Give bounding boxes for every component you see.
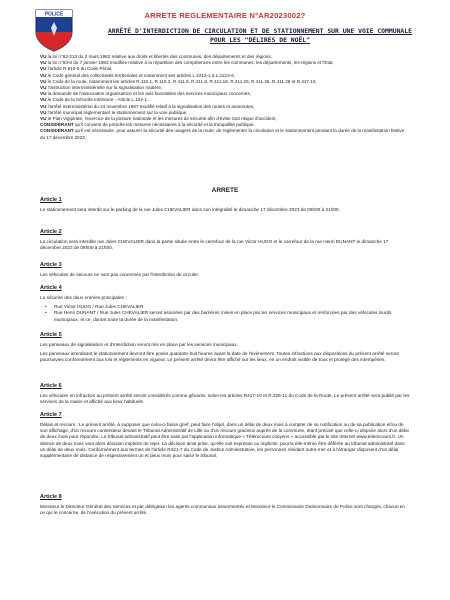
- visa-text: la loi n°83-8 du 7 janvier 1983 modifiée relative à la répartition des compétences entre les communes, les départements, les régions et l'État,: [47, 60, 334, 66]
- visa-text: la loi n°82-213 du 2 mars 1982 relative aux droits et libertés des communes, des départements et des régions,: [47, 54, 272, 59]
- visa-text: l'article R.610-5 du Code Pénal,: [47, 66, 113, 72]
- article-1: [40, 197, 410, 216]
- document-title: ARRETE REGLEMENTAIRE N°AR2023002?: [144, 11, 306, 20]
- visa-text: l'arrêté municipal réglementant le stationnement sur la voie publique,: [47, 109, 188, 115]
- article-paragraph: Les panneaux de signalisation et d'interdiction seront mis en place par les services municipaux.: [40, 342, 238, 347]
- visa-lead: VU: [40, 109, 47, 115]
- visa-lead: VU: [40, 97, 47, 103]
- visa-text: l'arrêté interministériel du 24 novembre 1967 modifié relatif à la signalisation des routes et autoroutes,: [47, 103, 255, 109]
- visas-block: [40, 54, 410, 141]
- article-6: [40, 383, 410, 408]
- visa-text: qu'il est nécessaire, pour assurer la sécurité des usagers de la route, de réglementer la circulation et le stationnement pendant la durée de la manifestation festive du 17 décembre 2023,: [40, 128, 405, 140]
- document-subtitle: ARRÊTÉ D'INTERDICTION DE CIRCULATION ET DE STATIONNEMENT SUR UNE VOIE COMMUNALE POUR LES "DÉLIRES DE NOËL": [108, 27, 412, 44]
- visa-text: le Plan Vigipirate, l'exercice de la posture nationale et les mesures de sécurité afin d'éviter tout risque d'accident,: [47, 116, 277, 122]
- visa-lead: VU: [40, 85, 47, 91]
- article-4: [40, 285, 410, 326]
- article-paragraph: Les véhicules en infraction au présent arrêté seront considérés comme gênants, selon les articles R417-10 et R.325-11 du Code de la Route. Le présent arrêté sera publié par les services de la mairie et affiché aux lieux habituels.: [40, 393, 410, 405]
- article-title: Article 3: [40, 262, 62, 268]
- article-title: Article 1: [40, 197, 62, 203]
- article-body: [40, 272, 410, 278]
- article-body: [40, 295, 410, 323]
- visa-text: la demande de l'association organisatrice et les avis favorables des services municipaux concernés,: [47, 91, 252, 97]
- article-paragraph: La circulation sera interdite rue Jules CHEVALIER dans la partie située entre le carrefour de la rue Victor HUGO et le carrefour de la rue Henri DUNANT le dimanche 17 décembre 2023 de 08h00 à 21h00.: [40, 239, 389, 251]
- article-paragraph: Les panneaux interdisant le stationnement devront être posés quarante-huit heures avant la date de l'évènement. Toutes infractions aux dispositions du présent arrêté seront poursuivies conformément aux lois et règlements en vigueur. Le présent arrêté devra être affiché sur les lieux, en un endroit visible de tous et protégé des intempéries.: [40, 351, 399, 363]
- visa-lead: VU: [40, 91, 47, 97]
- visa-lead: CONSIDÉRANT: [40, 122, 74, 128]
- article-body: [40, 239, 410, 251]
- article-title: Article 8: [40, 494, 62, 500]
- article-body: [40, 422, 410, 459]
- article-8: [40, 494, 410, 519]
- bullet-item: • Rue Henri DUNANT / Rue Jules CHEVALIER seront assurées par des barrières mises en place par les services municipaux et renforcées par des véhicules lourds municipaux, et ce, durant toute la durée de la manifestation.: [40, 310, 410, 322]
- article-3: [40, 262, 410, 281]
- svg-text:POLICE: POLICE: [44, 11, 64, 18]
- visa-text: le Code de la Sécurité Intérieure - Article L.132-1,: [47, 97, 149, 103]
- article-title: Article 5: [40, 332, 62, 338]
- article-5: [40, 332, 410, 367]
- article-paragraph: Les véhicules de secours ne sont pas concernés par l'interdiction de circuler.: [40, 272, 200, 277]
- visa-text: le Code général des collectivités territoriales et notamment ses articles L.2213-1 à L.2213-6,: [47, 72, 236, 78]
- article-body: [40, 504, 410, 516]
- visa-lead: CONSIDÉRANT: [40, 128, 74, 134]
- bullet-item: • Rue Victor HUGO / Rue Jules CHEVALIER: [40, 304, 410, 310]
- article-body: [40, 393, 410, 405]
- visa-lead: VU: [40, 116, 47, 122]
- article-2: [40, 229, 410, 254]
- article-title: Article 4: [40, 285, 62, 291]
- article-title: Article 2: [40, 229, 62, 235]
- visa-lead: VU: [40, 103, 47, 109]
- visa-lead: VU: [40, 66, 47, 72]
- visa-lead: VU: [40, 72, 47, 78]
- visa-lead: VU: [40, 60, 47, 66]
- article-body: [40, 207, 410, 213]
- article-paragraph: La sécurité des deux entrées principales :: [40, 295, 127, 300]
- article-paragraph: Monsieur le Directeur Général des Services et par délégation les agents communaux assermentés et Monsieur le Commissaire Divisionnaire de Police sont chargés, chacun en ce qui le concerne, de l'exécution du présent arrêté.: [40, 504, 406, 516]
- arrete-heading: ARRETE: [211, 187, 239, 194]
- article-7: [40, 412, 410, 462]
- article-bullet-list: [40, 304, 410, 323]
- article-title: Article 6: [40, 383, 62, 389]
- visa-text: le Code de la route, notamment les articles R.110.1, R.110.2, R.411.5, R.411.8, R.411.18, R.411.25, R.411.26, R.411.28 et R.417.10,: [47, 78, 317, 84]
- visa-lead: VU: [40, 54, 47, 59]
- visa-line: [40, 128, 410, 140]
- article-body: [40, 342, 410, 364]
- article-paragraph: Le stationnement sera interdit sur le parking de la rue Jules CHEVALIER dans son intégralité le dimanche 17 décembre 2023 de 08h00 à 21h00.: [40, 207, 340, 212]
- article-paragraph: Délais et recours : Le présent arrêté, à supposer que celui-ci fasse grief, peut faire l'objet, dans un délai de deux mois à compter de sa notification ou de sa publication et/ou de son affichage, d'un recours contentieux devant le Tribunal Administratif de Lille ou d'un recours gracieux auprès de la commune, étant précisé que celle-ci dispose alors d'un délai de deux mois pour répondre. Le tribunal administratif peut être saisi par l'application informatique « Télérecours citoyens » accessible par le site Internet www.telerecours.fr. Un silence de deux mois vaut alors décision implicite de rejet. La décision ainsi prise, qu'elle soit expresse ou implicite, pourra elle-même être déférée au tribunal administratif dans un délai de deux mois. Conformément aux termes de l'article R421-7 du Code de Justice Administrative, les personnes résidant outre-mer et à l'étranger disposent d'un délai supplémentaire de distance de respectivement un et deux mois pour saisir le tribunal.: [40, 422, 409, 459]
- visa-text: l'instruction interministérielle sur la signalisation routière,: [47, 85, 163, 91]
- visa-text: qu'il convient de prendre les mesures nécessaires à la sécurité et la tranquillité publique,: [74, 122, 255, 128]
- visa-lead: VU: [40, 78, 47, 84]
- article-title: Article 7: [40, 412, 62, 418]
